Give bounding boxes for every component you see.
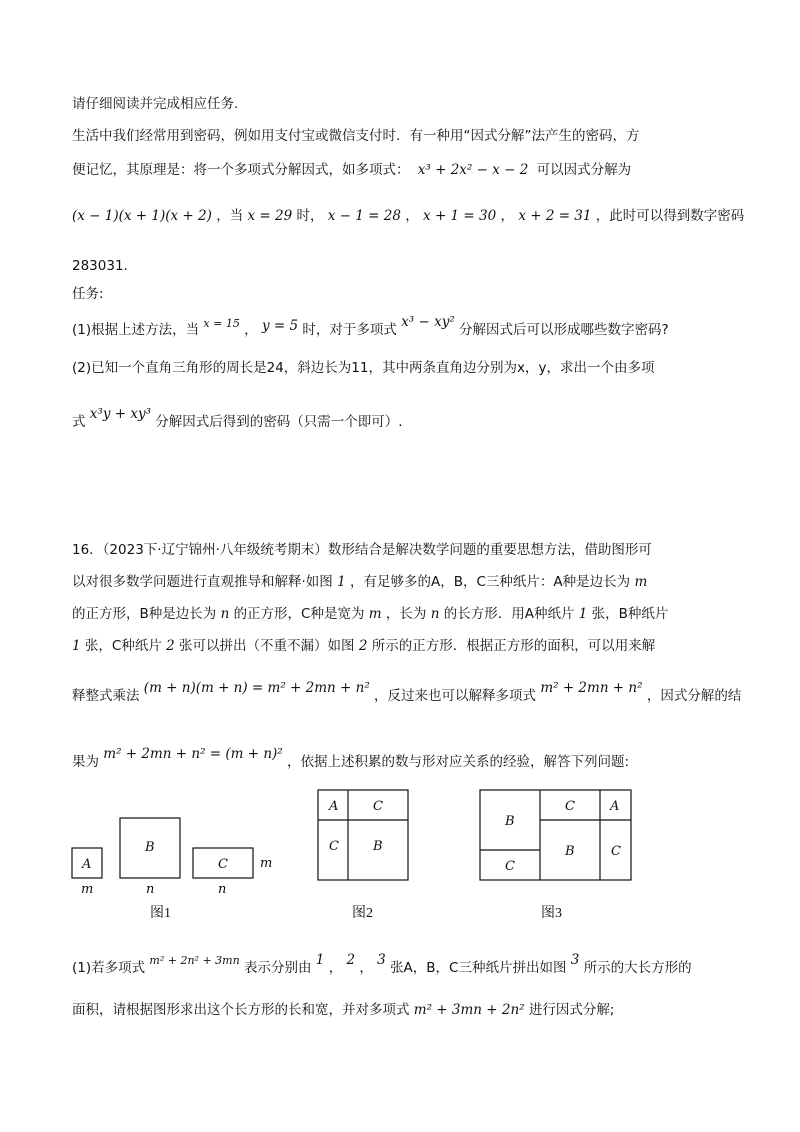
fig1-label-c: C (218, 857, 228, 872)
fig1-dim-m: m (260, 856, 273, 871)
p15-text: 便记忆，其原理是：将一个多项式分解因式，如多项式： (72, 162, 410, 178)
math-inline: 1 (578, 606, 588, 622)
math-inline: x = 15 (203, 317, 240, 330)
math-inline: 1 (337, 574, 346, 590)
math-inline: (m + n)(m + n) = m² + 2mn + n² (143, 680, 370, 696)
fig1-dim-m: m (81, 882, 94, 897)
p16-text: 张可以拼出（不重不漏）如图 (179, 638, 355, 654)
p15-text: 时， (296, 208, 324, 224)
p16-text: ， (328, 960, 343, 976)
polynomial-expression: x³ + 2x² − x − 2 (417, 162, 529, 178)
p15-task-1 (72, 314, 669, 341)
p16-line-3 (72, 604, 668, 624)
p16-line-5 (72, 680, 742, 706)
math-inline: m² + 2mn + n² (540, 680, 643, 696)
math-inline: n (220, 606, 230, 622)
math-inline: x + 1 = 30 (423, 208, 497, 224)
fig1-label-b: B (145, 840, 155, 855)
fig1-label-a: A (82, 857, 92, 872)
p15-text: 可以因式分解为 (536, 162, 632, 178)
p16-text: 表示分别由 (244, 960, 312, 976)
p16-text: 所示的正方形．根据正方形的面积，可以用来解 (371, 638, 656, 654)
fig1-dim-n: n (218, 882, 227, 897)
math-inline: m² + 3mn + 2n² (413, 1002, 525, 1018)
figures-svg (0, 780, 800, 900)
intro-line (72, 94, 238, 114)
p16-line-6 (72, 746, 630, 772)
p16-line-2 (72, 572, 647, 592)
p16-text: 所示的大长方形的 (583, 960, 692, 976)
math-inline: x − 1 = 28 (327, 208, 401, 224)
fig3-caption: 图3 (541, 906, 562, 921)
math-inline: x³y + xy³ (89, 406, 151, 422)
fig3-outer-rect (480, 790, 631, 880)
fig2-label-c: C (329, 839, 339, 854)
fig2-caption: 图2 (352, 906, 373, 921)
p15-line-5 (72, 256, 128, 276)
p15-line-3 (72, 160, 631, 180)
fig3-label-b: B (565, 844, 575, 859)
p16-text: 张，B种纸片 (591, 606, 669, 622)
fig3-label-c: C (611, 844, 621, 859)
fig3-label-a: A (610, 799, 620, 814)
math-inline: m² + 2n² + 3mn (149, 954, 240, 967)
p15-text: 生活中我们经常用到密码，例如用支付宝或微信支付时．有一种用“因式分解”法产生的密码，方 (72, 128, 640, 144)
p15-line-6 (72, 284, 104, 304)
p15-task-2 (72, 358, 654, 378)
p16-text: ，长为 (385, 606, 427, 622)
math-inline: m² + 2mn + n² = (m + n)² (103, 746, 283, 762)
fig3-label-b: B (505, 814, 515, 829)
math-inline: 1 (72, 638, 81, 654)
p15-text: ， (405, 208, 419, 224)
p16-text: 张A，B，C三种纸片拼出如图 (390, 960, 567, 976)
p16-text: 进行因式分解; (528, 1002, 615, 1018)
math-inline: 1 (315, 952, 325, 968)
p16-text: ，反过来也可以解释多项式 (374, 688, 537, 704)
math-inline: 2 (358, 638, 368, 654)
factored-expression: (x − 1)(x + 1)(x + 2) (72, 208, 212, 224)
p15-text: (1)根据上述方法，当 (72, 322, 200, 338)
p16-text: ，因式分解的结 (646, 688, 742, 704)
math-inline: y = 5 (261, 318, 299, 334)
math-inline: x = 29 (247, 208, 293, 224)
math-inline: 3 (570, 952, 580, 968)
fig2-label-c: C (373, 799, 383, 814)
p16-question-1 (72, 952, 692, 979)
math-inline: 2 (166, 638, 175, 654)
math-inline: m (634, 574, 648, 590)
fig2-label-a: A (329, 799, 339, 814)
math-inline: x³ − xy² (401, 314, 455, 330)
p15-text: ， (500, 208, 515, 224)
p15-text: (2)已知一个直角三角形的周长是24，斜边长为11，其中两条直角边分别为x，y，求出一个由多项 (72, 360, 655, 376)
math-inline: x + 2 = 31 (518, 208, 592, 224)
intro-text: 请仔细阅读并完成相应任务. (72, 96, 239, 112)
password-example: 283031. (72, 258, 128, 274)
p16-text: 果为 (72, 754, 99, 770)
p15-text: 时，对于多项式 (302, 322, 397, 338)
p16-text: 的正方形，C种是宽为 (233, 606, 365, 622)
fig2-label-b: B (373, 839, 383, 854)
p16-text: ，有足够多的A，B，C三种纸片：A种是边长为 (349, 574, 631, 590)
p16-text: ， (359, 960, 373, 976)
p16-line-4 (72, 636, 655, 656)
math-inline: 3 (377, 952, 386, 968)
p16-line-1 (72, 540, 652, 560)
p15-text: ，当 (216, 208, 244, 224)
p15-text: 分解因式后得到的密码（只需一个即可）. (155, 414, 403, 430)
math-inline: n (430, 606, 440, 622)
p16-text: 16．（2023下·辽宁锦州·八年级统考期末）数形结合是解决数学问题的重要思想方法，借助图形可 (72, 542, 652, 558)
p15-text: ，此时可以得到数字密码 (595, 208, 745, 224)
p16-text: 面积，请根据图形求出这个长方形的长和宽，并对多项式 (72, 1002, 410, 1018)
p15-line-2 (72, 126, 640, 146)
p15-text: ， (244, 322, 258, 338)
math-inline: 2 (346, 952, 356, 968)
p16-text: (1)若多项式 (72, 960, 146, 976)
p16-text: 张，C种纸片 (84, 638, 162, 654)
fig1-caption: 图1 (150, 906, 171, 921)
p16-text: 以对很多数学问题进行直观推导和解释·如图 (72, 574, 333, 590)
p15-task-2-cont (72, 406, 403, 432)
p15-line-4 (72, 206, 744, 226)
p16-text: ，依据上述积累的数与形对应关系的经验，解答下列问题: (287, 754, 630, 770)
p15-text: 分解因式后可以形成哪些数字密码? (459, 322, 669, 338)
fig3-label-c: C (565, 799, 575, 814)
p15-text: 式 (72, 414, 86, 430)
math-inline: m (368, 606, 382, 622)
p16-question-1-cont (72, 1000, 614, 1020)
p16-text: 的正方形，B种是边长为 (72, 606, 217, 622)
fig1-dim-n: n (146, 882, 155, 897)
p16-text: 释整式乘法 (72, 688, 140, 704)
p16-text: 的长方形．用A种纸片 (443, 606, 575, 622)
task-heading: 任务: (72, 286, 104, 302)
fig3-label-c: C (505, 859, 515, 874)
